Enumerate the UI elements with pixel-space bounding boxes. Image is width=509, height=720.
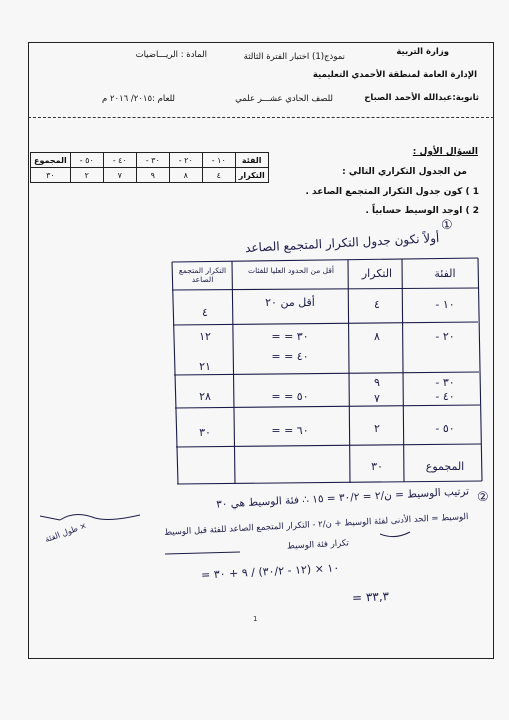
mark-two: ② <box>476 489 490 506</box>
question-part2: 2 ) اوجد الوسيط حسابياً . <box>365 206 479 216</box>
frequency-row <box>31 168 269 183</box>
median-order-line: ترتيب الوسيط = ن/٢ = ٣٠/٢ = ١٥ ∴ فئة الوسيط هي ٣٠ <box>215 485 470 511</box>
question-intro: من الجدول التكراري التالي : <box>342 167 467 177</box>
class-cell: ٥٠ - <box>70 153 103 168</box>
hw-cell: ٢ <box>374 422 380 435</box>
frequency-row-label: التكرار <box>235 168 268 183</box>
hw-cell: ٨ <box>374 330 380 343</box>
hw-header-class: الفئة <box>434 267 456 280</box>
grade-label: للصف الحادي عشـــر علمي <box>235 94 333 104</box>
hw-header-less-than: أقل من الحدود العليا للفئات <box>248 266 334 275</box>
class-cell: ١٠ - <box>202 153 235 168</box>
median-result: ٣٣,٣ = <box>351 589 390 605</box>
subject-label: المادة : الريـــاضيات <box>135 50 207 60</box>
hw-cell: ٣٠ = = <box>271 330 309 343</box>
question-title: السؤال الأول : <box>412 147 478 157</box>
median-formula-denominator: تكرار فئة الوسيط <box>286 538 350 552</box>
school-label: ثانوية:عبدالله الأحمد الصباح <box>364 93 479 103</box>
hw-cell: ٤٠ - <box>435 390 455 403</box>
frequency-cell: ٢ <box>70 168 103 183</box>
hw-cell: ٢٠ - <box>435 330 455 343</box>
class-length-note: × طول الفئة <box>43 520 88 545</box>
hw-cell: ٥٠ - <box>435 422 455 435</box>
hw-cell: ٩ <box>374 376 380 389</box>
class-row-label: الفئة <box>235 153 268 168</box>
hw-cell: ٤ <box>202 306 208 319</box>
hw-cell: ٤ <box>374 298 380 311</box>
handwritten-title: أولاً نكون جدول التكرار المتجمع الصاعد <box>244 230 440 256</box>
class-cell: ٣٠ - <box>136 153 169 168</box>
hw-cell: ٣٠ - <box>435 376 455 389</box>
admin-label: الإدارة العامة لمنطقة الأحمدي التعليمية <box>312 70 477 80</box>
hw-header-frequency: التكرار <box>361 267 393 280</box>
hw-cell: ٦٠ = = <box>271 424 309 437</box>
mark-one: ① <box>440 217 454 234</box>
total-value-cell: ٣٠ <box>31 168 71 183</box>
frequency-table <box>30 152 269 183</box>
class-cell: ٢٠ - <box>169 153 202 168</box>
frequency-cell: ٧ <box>103 168 136 183</box>
question-part1: 1 ) كون جدول التكرار المتجمع الصاعد . <box>305 187 479 197</box>
ministry-label: وزارة التربية <box>396 47 449 57</box>
hw-cell: ٢٨ <box>199 390 211 403</box>
frequency-cell: ٤ <box>202 168 235 183</box>
hw-cell: ٣٠ <box>199 426 211 439</box>
hw-cell: ١٢ <box>199 330 211 343</box>
model-label: نموذج(1) اختبار الفترة الثالثة <box>243 52 345 62</box>
median-calculation-line: ١٠ × (١٢ - ٣٠/٢) / ٩ + ٣٠ = <box>200 561 340 582</box>
hw-cell: أقل من ٢٠ <box>265 296 315 309</box>
median-formula-line: الوسيط = الحد الأدنى لفئة الوسيط + ن/٢ - التكرار المتجمع الصاعد للفئة قبل الوسيط <box>164 512 470 538</box>
hw-cell: ١٠ - <box>435 298 455 311</box>
page-number: 1 <box>253 615 258 623</box>
year-label: للعام :٢٠١٥/ ٢٠١٦ م <box>101 94 175 104</box>
header-divider <box>28 117 494 118</box>
total-header-cell: المجموع <box>31 153 71 168</box>
hw-cell: ٢١ <box>199 360 211 373</box>
frequency-cell: ٩ <box>136 168 169 183</box>
class-cell: ٤٠ - <box>103 153 136 168</box>
hw-total-label: المجموع <box>425 460 465 473</box>
hw-cell: ٥٠ = = <box>271 390 309 403</box>
hw-header-cumulative: التكرار المتجمع الصاعد <box>178 266 227 284</box>
class-row <box>31 153 269 168</box>
frequency-cell: ٨ <box>169 168 202 183</box>
hw-cell: ٧ <box>374 392 380 405</box>
hw-total-value: ٣٠ <box>371 460 383 473</box>
hw-cell: ٤٠ = = <box>271 350 309 363</box>
